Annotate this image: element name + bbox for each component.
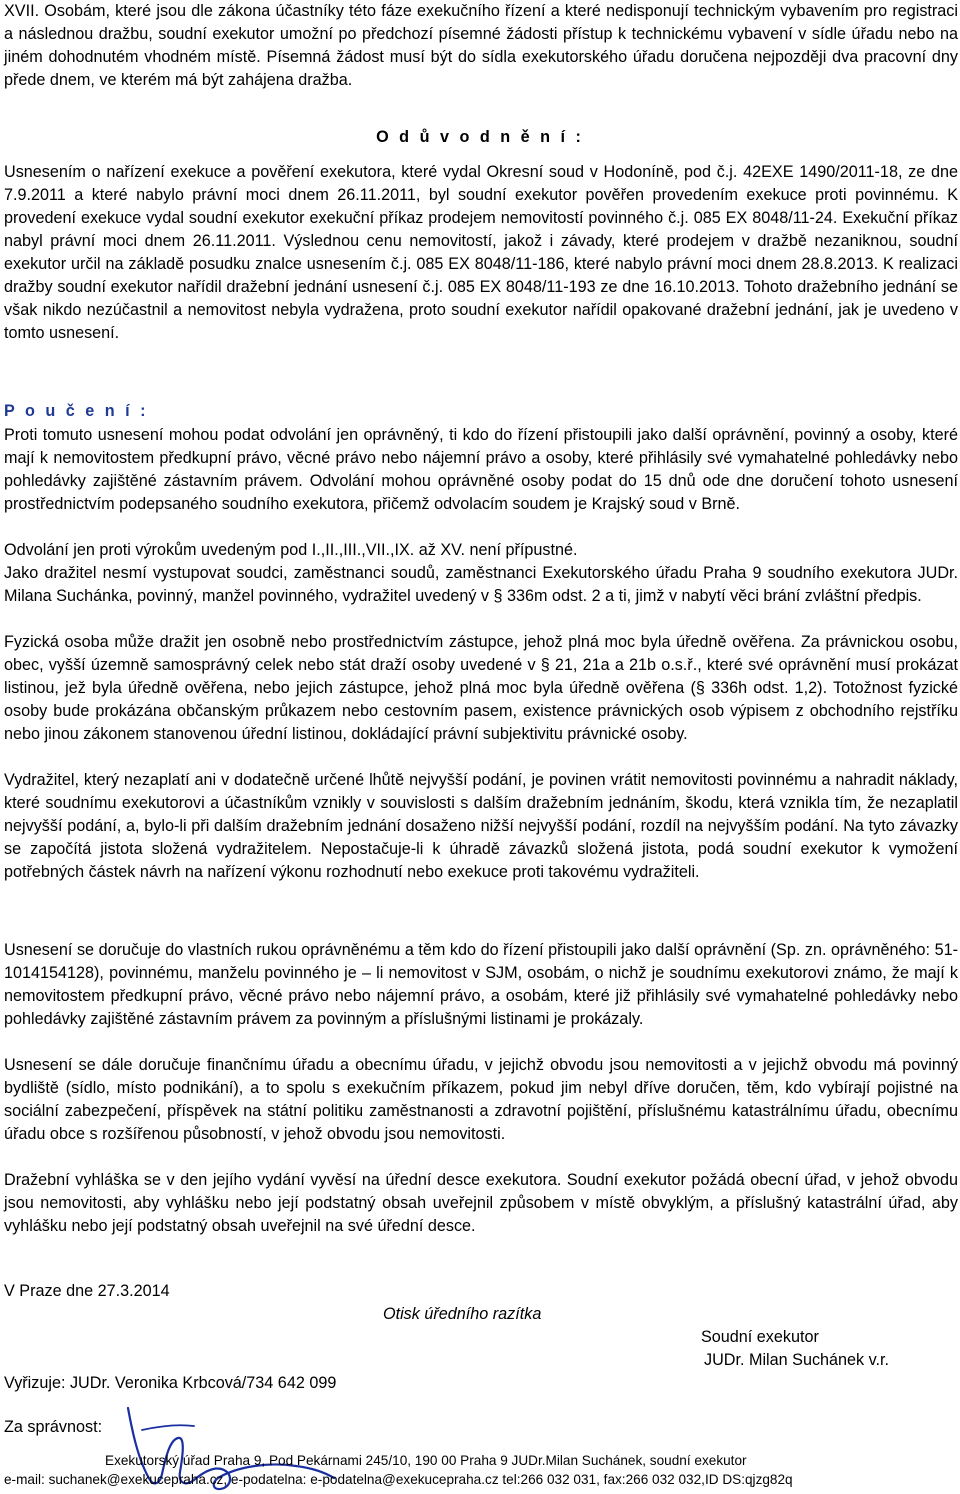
pouceni-heading: P o u č e n í : (4, 402, 149, 420)
stamp-note: Otisk úředního razítka (383, 1305, 542, 1323)
correctness-label: Za správnost: (4, 1418, 103, 1436)
pouceni-paragraph-3: Jako dražitel nesmí vystupovat soudci, zaměstnanci soudů, zaměstnanci Exekutorského úřadu Praha 9 soudního exekutora JUDr. Milana Suchánka, povinný, manžel povinného, vydražitel uvedený v § 336m odst. 2 a ti, jimž v nabytí věci brání zvláštní předpis. (4, 564, 958, 605)
handled-by: Vyřizuje: JUDr. Veronika Krbcová/734 642 099 (4, 1374, 337, 1392)
pouceni-paragraph-2: Odvolání jen proti výrokům uvedeným pod I.,II.,III.,VII.,IX. až XV. není přípustné. (4, 541, 578, 559)
section-xvii-text: XVII. Osobám, které jsou dle zákona účastníky této fáze exekučního řízení a které nedisponují technickým vybavením pro registraci a následnou dražbu, soudní exekutor umožní po předchozí písemné žádosti přístup k technickému vybavení v sídle úřadu nebo na jiném dohodnutém vhodném místě. Písemná žádost musí být do sídla exekutorského úřadu doručena nejpozději dva pracovní dny přede dnem, ve kterém má být zahájena dražba. (4, 2, 958, 89)
footer-address: Exekutorský úřad Praha 9, Pod Pekárnami 245/10, 190 00 Praha 9 JUDr.Milan Suchánek, soudní exekutor (105, 1453, 747, 1468)
doruceni-paragraph-1: Usnesení se doručuje do vlastních rukou oprávněnému a těm kdo do řízení přistoupili jako další oprávnění (Sp. zn. oprávněného: 51-1014154128), povinnému, manželu povinného je – li nemovitost v SJM, osobám, o nichž je soudnímu exekutorovi známo, že mají k nemovitostem předkupní právo, věcné právo nebo nájemní právo, a osobám, které již přihlásily své vymahatelné pohledávky nebo pohledávky zajištěné zástavním právem za povinným a příslušnými listinami je prokázaly. (4, 941, 958, 1028)
doruceni-paragraph-3: Dražební vyhláška se v den jejího vydání vyvěsí na úřední desce exekutora. Soudní exekutor požádá obecní úřad, v jehož obvodu jsou nemovitosti, aby vyhlášku nebo její podstatný obsah uveřejnil způsobem v místě obvyklým, a příslušný katastrální úřad, aby vyhlášku nebo její podstatný obsah uveřejnil na své úřední desce. (4, 1171, 958, 1235)
pouceni-paragraph-1: Proti tomuto usnesení mohou podat odvolání jen oprávněný, ti kdo do řízení přistoupili jako další oprávnění, povinný a osoby, které mají k nemovitostem předkupní právo, věcné právo nebo nájemní právo a osoby, které přihlásily své vymahatelné pohledávky nebo pohledávky zajištěné zástavním právem. Odvolání mohou oprávněné osoby podat do 15 dnů ode dne doručení tohoto usnesení prostřednictvím podepsaného soudního exekutora, přičemž odvolacím soudem je Krajský soud v Brně. (4, 426, 958, 513)
oduvodneni-heading: O d ů v o d n ě n í : (376, 128, 584, 146)
pouceni-paragraph-4: Fyzická osoba může dražit jen osobně nebo prostřednictvím zástupce, jehož plná moc byla úředně ověřena. Za právnickou osobu, obec, vyšší územně samosprávný celek nebo stát draží osoby uvedené v § 21, 21a a 21b o.s.ř., které své oprávnění musí prokázat listinou, jež byla úředně ověřena, nebo jejich zástupce, jehož plná moc byla úředně ověřena (§ 336h odst. 1,2). Totožnost fyzické osoby bude prokázána občanským průkazem nebo cestovním pasem, existence právnických osob výpisem z obchodního rejstříku nebo jinou zákonem stanovenou úřední listinou, dokládající právní subjektivitu právnické osoby. (4, 633, 958, 743)
place-date: V Praze dne 27.3.2014 (4, 1282, 170, 1300)
signer-name: JUDr. Milan Suchánek v.r. (704, 1351, 890, 1369)
oduvodneni-text: Usnesením o nařízení exekuce a pověření exekutora, které vydal Okresní soud v Hodoníně, pod č.j. 42EXE 1490/2011-18, ze dne 7.9.2011 a které nabylo právní moci dnem 26.11.2011, byl soudní exekutor pověřen provedením exekuce proti povinnému. K provedení exekuce vydal soudní exekutor exekuční příkaz prodejem nemovitostí povinného č.j. 085 EX 8048/11-24. Exekuční příkaz nabyl právní moci dnem 26.11.2011. Výslednou cenu nemovitostí, jakož i závady, které prodejem v dražbě nezaniknou, soudní exekutor určil na základě posudku znalce usnesením č.j. 085 EX 8048/11-186, které nabylo právní moci dnem 28.8.2013. K realizaci dražby soudní exekutor nařídil dražební jednání usnesení č.j. 085 EX 8048/11-193 ze dne 16.10.2013. Tohoto dražebního jednání se však nikdo nezúčastnil a nemovitost nebyla vydražena, proto soudní exekutor nařídil opakované dražební jednání, jak je uvedeno v tomto usnesení. (4, 163, 958, 342)
signer-title: Soudní exekutor (701, 1328, 819, 1346)
doruceni-paragraph-2: Usnesení se dále doručuje finančnímu úřadu a obecnímu úřadu, v jejichž obvodu jsou nemovitosti a v jejichž obvodu má povinný bydliště (sídlo, místo podnikání), a to spolu s exekučním příkazem, pokud jim nebyl dříve doručen, těm, kdo vybírají pojistné na sociální zabezpečení, příspěvek na státní politiku zaměstnanosti a zdravotní pojištění, příslušnému katastrálnímu úřadu, obecnímu úřadu obce s rozšířenou působností, v jehož obvodu jsou nemovitosti. (4, 1056, 958, 1143)
footer-contacts: e-mail: suchanek@exekucepraha.cz, e-podatelna: e-podatelna@exekucepraha.cz tel:266 032 031, fax:266 032 032,ID DS:qjzg82q (4, 1472, 793, 1487)
pouceni-paragraph-5: Vydražitel, který nezaplatí ani v dodatečně určené lhůtě nejvyšší podání, je povinen vrátit nemovitosti povinnému a nahradit náklady, které soudnímu exekutorovi a účastníkům vznikly v souvislosti s dalším dražebním jednáním, škodu, která vznikla tím, že nezaplatil nejvyšší podání, a, bylo-li při dalším dražebním jednání dosaženo nižší nejvyšší podání, rozdíl na nejvyšším podání. Na tyto závazky se započítá jistota složená vydražitelem. Nepostačuje-li k úhradě závazků složená jistota, podá soudní exekutor k vymožení potřebných částek návrh na nařízení výkonu rozhodnutí nebo exekuce proti takovému vydražiteli. (4, 771, 958, 881)
